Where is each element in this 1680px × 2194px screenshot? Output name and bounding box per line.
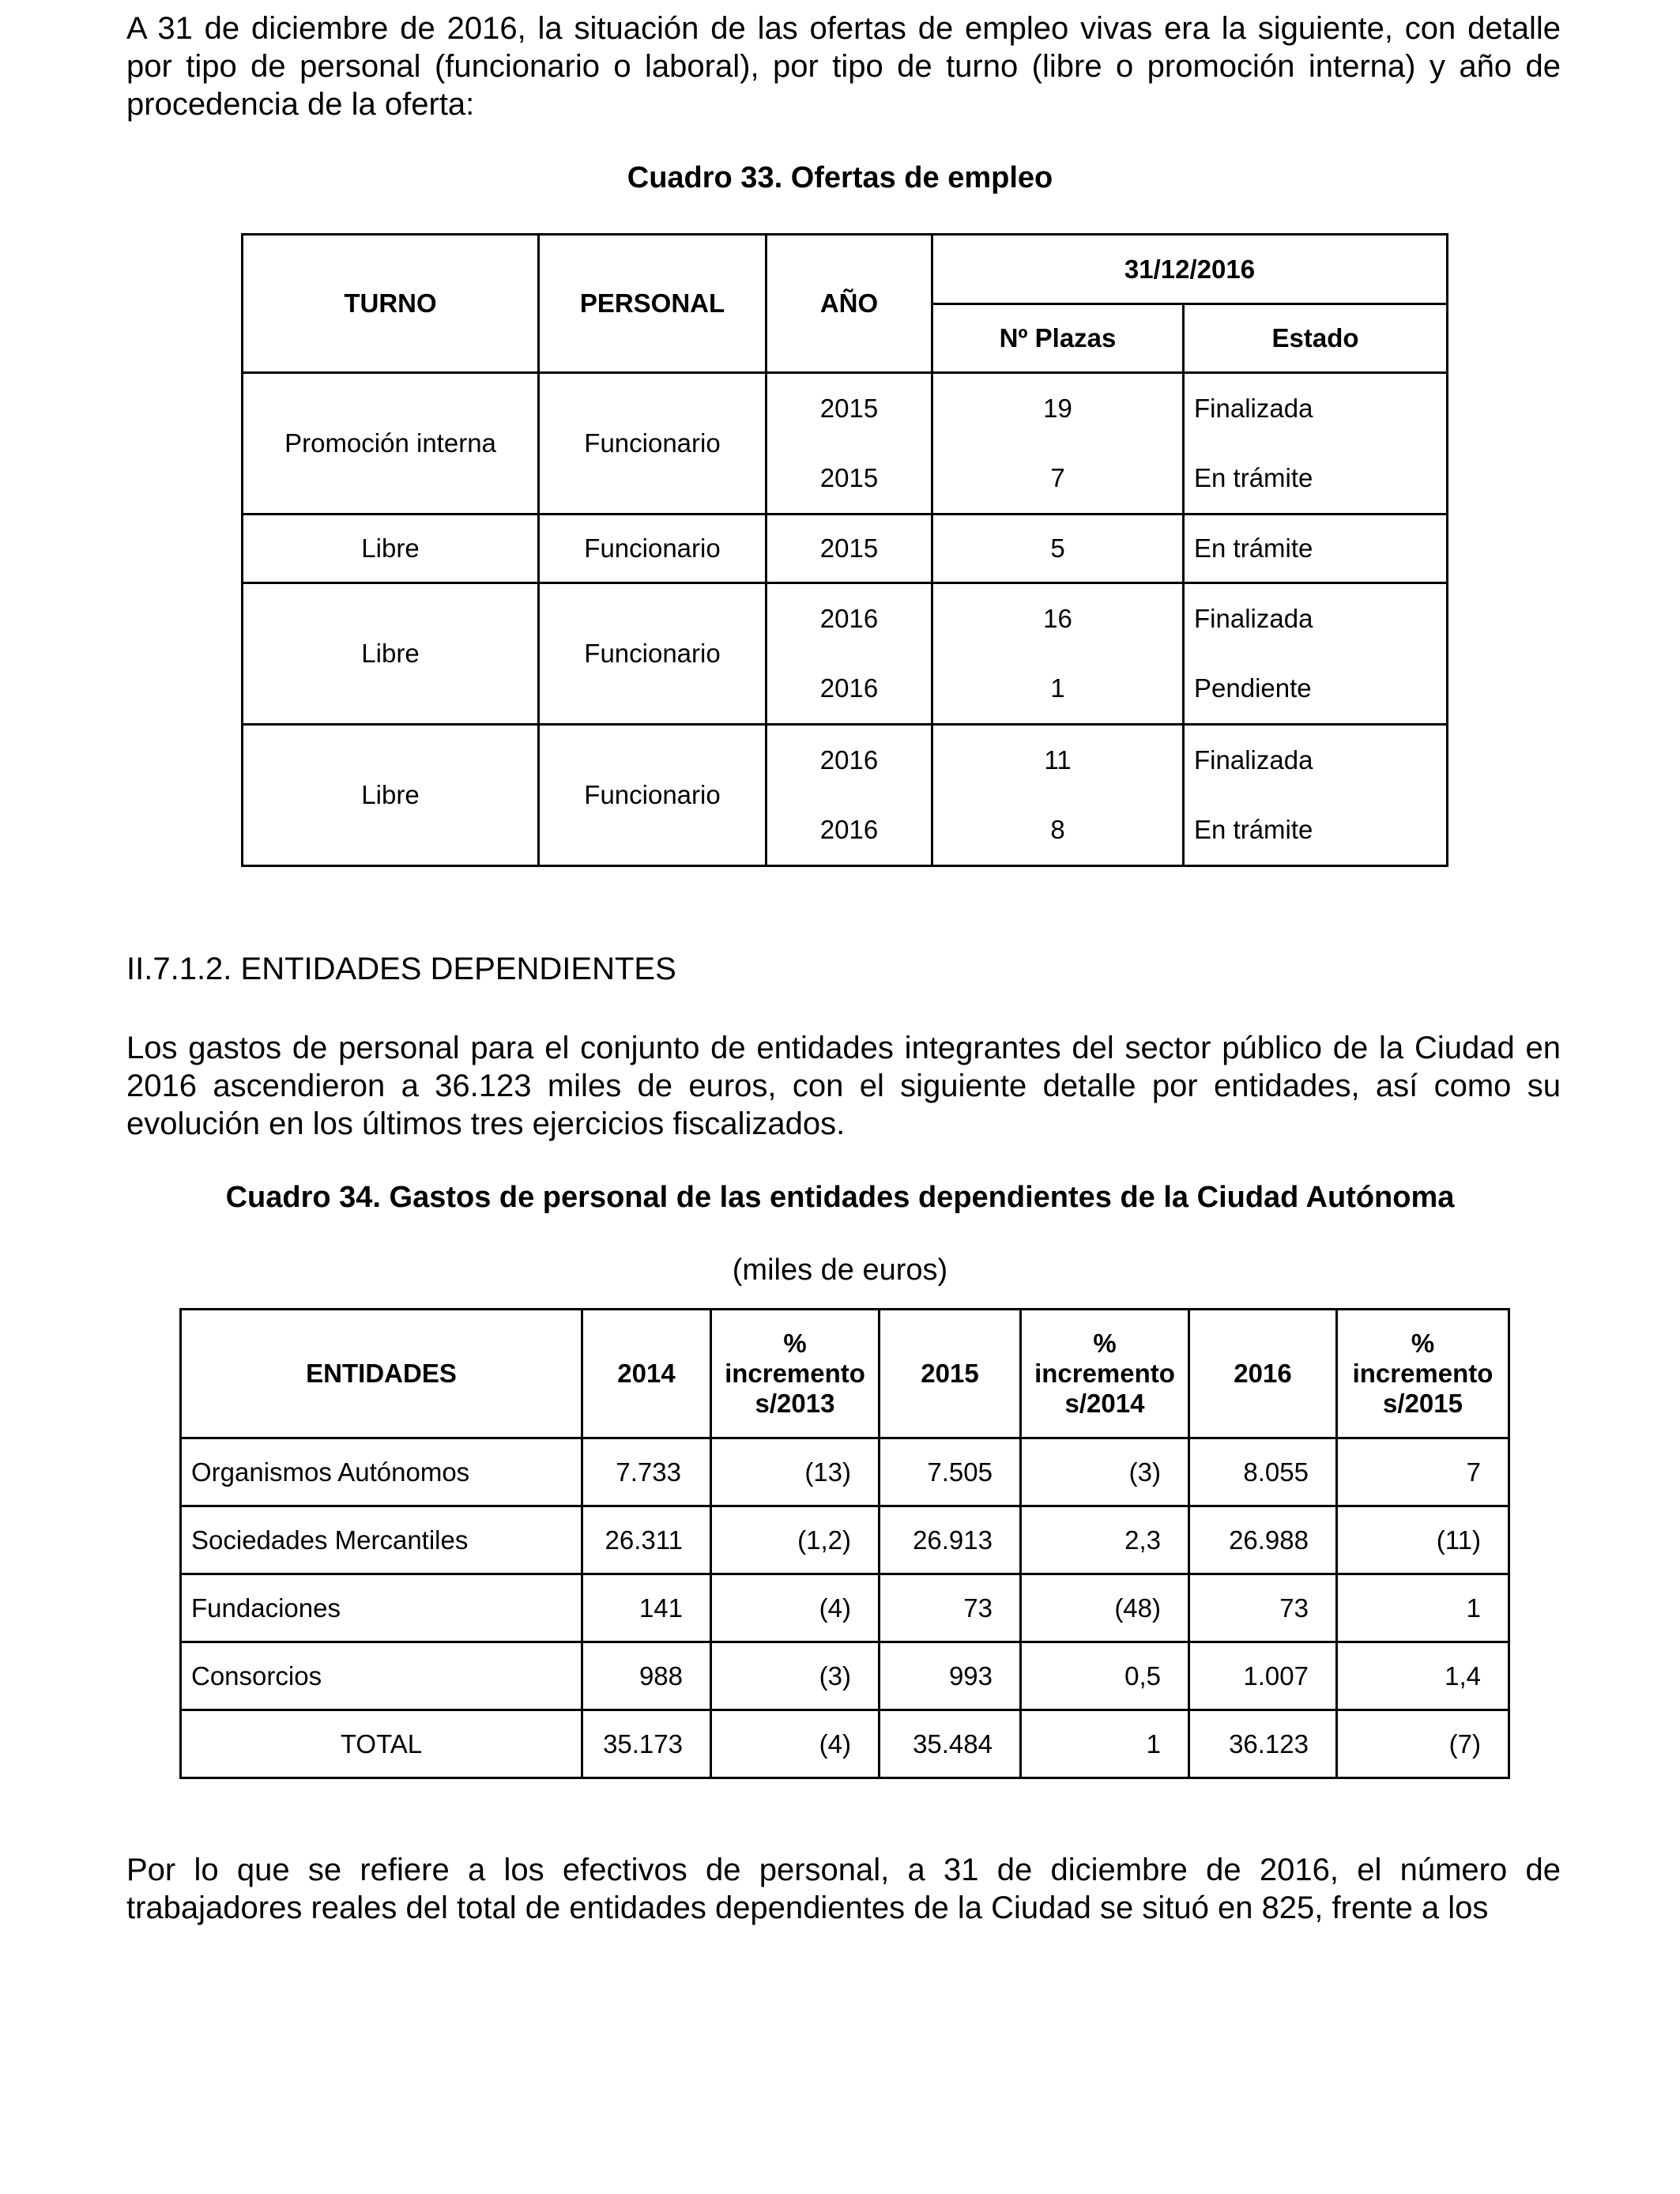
closing-paragraph: Por lo que se refiere a los efectivos de personal, a 31 de diciembre de 2016, el número de trabajadores reales del total de entidades dependientes de la Ciudad se situó en 825, frente a los <box>126 1853 1561 1925</box>
personal-cell: Funcionario <box>539 373 767 515</box>
plazas-cell <box>932 725 1184 866</box>
anio-value: 2015 <box>819 463 879 492</box>
value-2016: 1.007 <box>1189 1642 1337 1710</box>
header-incremento-word: incremento <box>1352 1359 1494 1388</box>
entidad-cell: Organismos Autónomos <box>181 1438 582 1506</box>
intro-paragraph: A 31 de diciembre de 2016, la situación de las ofertas de empleo vivas era la siguiente, con detalle por tipo de personal (funcionario o laboral), por tipo de turno (libre o promoción interna) y año de procedencia de la oferta: <box>126 11 1561 122</box>
inc-2014: (3) <box>1021 1438 1189 1506</box>
header-incremento-word: incremento <box>1034 1359 1175 1388</box>
plazas-value: 16 <box>1043 604 1072 633</box>
turno-cell: Libre <box>243 515 539 583</box>
anio-value: 2015 <box>819 394 879 423</box>
value-2014: 35.173 <box>582 1710 711 1778</box>
inc-2013: (1,2) <box>711 1506 880 1574</box>
inc-2015: 7 <box>1337 1438 1509 1506</box>
table34-units: (miles de euros) <box>732 1253 948 1287</box>
section-heading: II.7.1.2. ENTIDADES DEPENDIENTES <box>126 952 676 986</box>
header-fecha: 31/12/2016 <box>932 235 1448 304</box>
value-2016: 26.988 <box>1189 1506 1337 1574</box>
header-anio: AÑO <box>767 235 932 373</box>
estado-cell <box>1184 725 1448 866</box>
inc-2015: 1,4 <box>1337 1642 1509 1710</box>
header-ref-year: s/2015 <box>1383 1389 1463 1418</box>
plazas-value: 8 <box>1050 815 1065 844</box>
inc-2013: (4) <box>711 1574 880 1642</box>
estado-value: Finalizada <box>1194 394 1313 423</box>
anio-value: 2016 <box>819 745 879 775</box>
estado-value: Finalizada <box>1194 745 1313 775</box>
header-estado: Estado <box>1184 304 1448 373</box>
inc-2015: 1 <box>1337 1574 1509 1642</box>
table-row <box>243 373 1448 515</box>
value-2016: 8.055 <box>1189 1438 1337 1506</box>
header-ref-year: s/2014 <box>1064 1389 1145 1418</box>
anio-value: 2016 <box>819 815 879 844</box>
header-ref-year: s/2013 <box>755 1389 835 1418</box>
anio-cell <box>767 373 932 515</box>
table-row <box>243 583 1448 725</box>
value-2014: 988 <box>582 1642 711 1710</box>
value-2016: 73 <box>1189 1574 1337 1642</box>
turno-cell: Promoción interna <box>243 373 539 515</box>
entidad-cell: Consorcios <box>181 1642 582 1710</box>
header-incremento-word: incremento <box>725 1359 865 1388</box>
inc-2013: (4) <box>711 1710 880 1778</box>
estado-value: Finalizada <box>1194 604 1313 633</box>
estado-cell <box>1184 373 1448 515</box>
inc-2015: (7) <box>1337 1710 1509 1778</box>
anio-value: 2016 <box>819 673 879 703</box>
plazas-value: 5 <box>932 515 1184 583</box>
inc-2013: (13) <box>711 1438 880 1506</box>
header-2014: 2014 <box>582 1310 711 1438</box>
header-2016: 2016 <box>1189 1310 1337 1438</box>
total-label: TOTAL <box>181 1710 582 1778</box>
value-2015: 26.913 <box>880 1506 1021 1574</box>
plazas-value: 11 <box>1044 745 1072 775</box>
estado-cell <box>1184 583 1448 725</box>
personal-cell: Funcionario <box>539 515 767 583</box>
section-paragraph: Los gastos de personal para el conjunto de entidades integrantes del sector público de la Ciudad en 2016 ascendieron a 36.123 miles de euros, con el siguiente detalle por entidades, así como su evolución en los últimos tres ejercicios fiscalizados. <box>126 1031 1561 1141</box>
value-2015: 7.505 <box>880 1438 1021 1506</box>
header-incremento-2014 <box>1021 1310 1189 1438</box>
table-row <box>181 1642 1509 1710</box>
table-total-row <box>181 1710 1509 1778</box>
estado-value: En trámite <box>1194 815 1313 844</box>
inc-2013: (3) <box>711 1642 880 1710</box>
entidad-cell: Fundaciones <box>181 1574 582 1642</box>
turno-cell: Libre <box>243 725 539 866</box>
estado-value: Pendiente <box>1194 673 1312 703</box>
plazas-cell <box>932 583 1184 725</box>
header-2015: 2015 <box>880 1310 1021 1438</box>
plazas-cell <box>932 373 1184 515</box>
header-pct: % <box>1093 1329 1117 1358</box>
table34-caption: Cuadro 34. Gastos de personal de las entidades dependientes de la Ciudad Autónoma <box>225 1181 1455 1214</box>
inc-2015: (11) <box>1337 1506 1509 1574</box>
turno-cell: Libre <box>243 583 539 725</box>
value-2016: 36.123 <box>1189 1710 1337 1778</box>
inc-2014: (48) <box>1021 1574 1189 1642</box>
value-2014: 26.311 <box>582 1506 711 1574</box>
job-offers-table <box>241 233 1448 867</box>
entidad-cell: Sociedades Mercantiles <box>181 1506 582 1574</box>
inc-2014: 2,3 <box>1021 1506 1189 1574</box>
estado-value: En trámite <box>1184 515 1448 583</box>
inc-2014: 1 <box>1021 1710 1189 1778</box>
personnel-expenses-table <box>179 1308 1510 1779</box>
value-2015: 993 <box>880 1642 1021 1710</box>
personal-cell: Funcionario <box>539 583 767 725</box>
header-pct: % <box>783 1329 807 1358</box>
table33-caption: Cuadro 33. Ofertas de empleo <box>627 161 1053 194</box>
estado-value: En trámite <box>1194 463 1313 492</box>
header-incremento-2013 <box>711 1310 880 1438</box>
inc-2014: 0,5 <box>1021 1642 1189 1710</box>
table-row <box>243 725 1448 866</box>
anio-value: 2016 <box>819 604 879 633</box>
plazas-value: 19 <box>1043 394 1072 423</box>
value-2015: 35.484 <box>880 1710 1021 1778</box>
value-2014: 7.733 <box>582 1438 711 1506</box>
plazas-value: 7 <box>1050 463 1065 492</box>
header-incremento-2015 <box>1337 1310 1509 1438</box>
table-row <box>181 1438 1509 1506</box>
personal-cell: Funcionario <box>539 725 767 866</box>
table-row <box>181 1574 1509 1642</box>
value-2015: 73 <box>880 1574 1021 1642</box>
header-pct: % <box>1411 1329 1435 1358</box>
header-personal: PERSONAL <box>539 235 767 373</box>
anio-cell <box>767 725 932 866</box>
value-2014: 141 <box>582 1574 711 1642</box>
header-entidades: ENTIDADES <box>181 1310 582 1438</box>
table-row <box>243 515 1448 583</box>
header-plazas: Nº Plazas <box>932 304 1184 373</box>
anio-value: 2015 <box>767 515 932 583</box>
anio-cell <box>767 583 932 725</box>
table-row <box>181 1506 1509 1574</box>
plazas-value: 1 <box>1050 673 1065 703</box>
header-turno: TURNO <box>243 235 539 373</box>
